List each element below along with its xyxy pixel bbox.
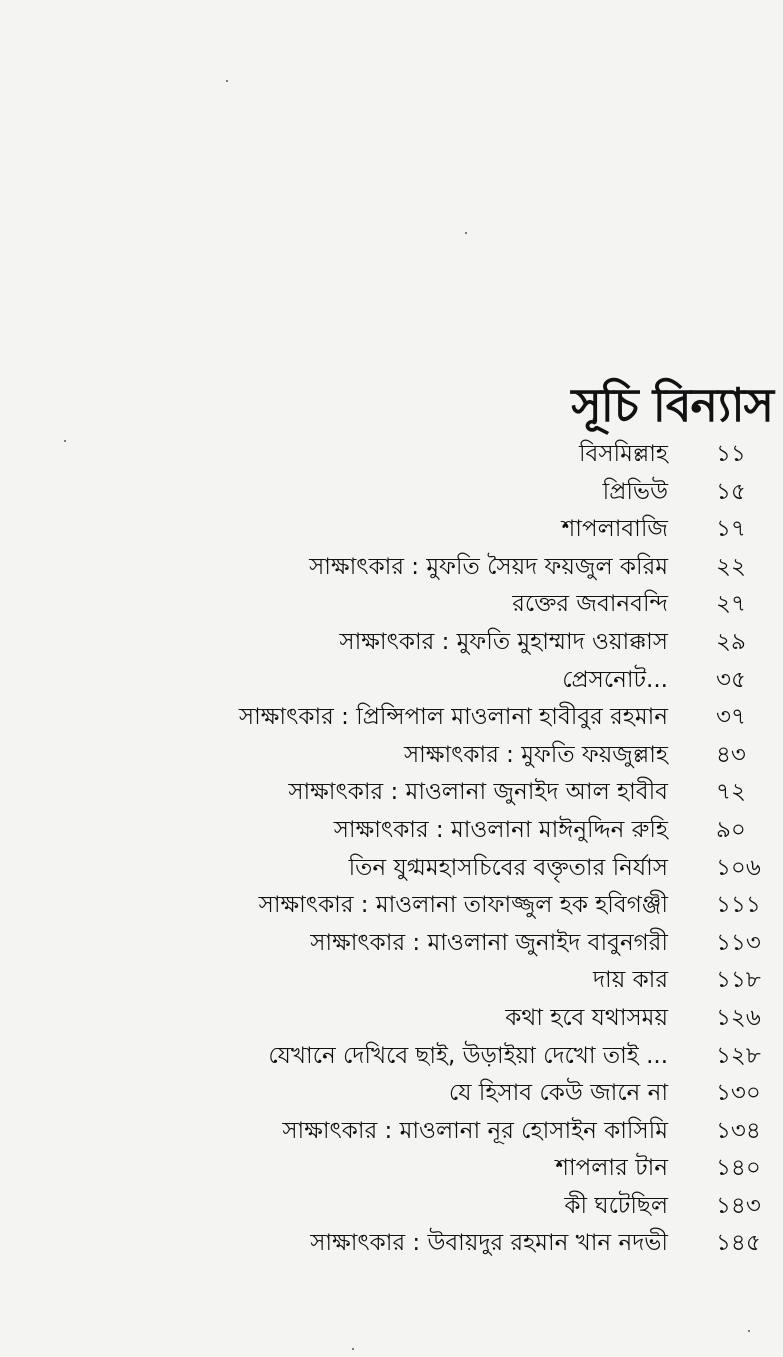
toc-entry-title: প্রেসনোট...	[562, 666, 668, 693]
toc-row	[0, 1113, 783, 1151]
toc-entry-page: ২৯	[716, 628, 746, 655]
toc-row	[0, 436, 783, 474]
toc-row	[0, 511, 783, 549]
toc-entry-page: ১০৬	[716, 854, 761, 881]
toc-entry-page: ২২	[716, 553, 746, 580]
toc-row	[0, 1225, 783, 1263]
paper-speck	[748, 1330, 750, 1332]
toc-entry-title: সাক্ষাৎকার : মাওলানা জুনাইদ বাবুনগরী	[310, 929, 668, 956]
toc-row	[0, 774, 783, 812]
toc-title: সূচি বিন্যাস	[571, 377, 773, 432]
toc-row	[0, 1150, 783, 1188]
toc-entry-title: কী ঘটেছিল	[564, 1192, 668, 1219]
toc-row	[0, 887, 783, 925]
toc-entry-title: সাক্ষাৎকার : মুফতি মুহাম্মাদ ওয়াক্কাস	[339, 628, 668, 655]
toc-entry-page: ১৪০	[716, 1155, 761, 1182]
toc-row	[0, 1075, 783, 1113]
toc-row	[0, 1188, 783, 1226]
toc-row	[0, 812, 783, 850]
toc-entry-title: সাক্ষাৎকার : উবায়দুর রহমান খান নদভী	[310, 1230, 668, 1257]
toc-entry-title: দায় কার	[592, 967, 668, 994]
toc-entry-title: যে হিসাব কেউ জানে না	[448, 1080, 668, 1107]
toc-entry-page: ৭২	[716, 779, 746, 806]
toc-entry-page: ১১৩	[716, 929, 761, 956]
toc-entry-page: ১২৮	[716, 1042, 761, 1069]
toc-entry-page: ১৩০	[716, 1080, 761, 1107]
toc-entry-page: ২৭	[716, 591, 746, 618]
toc-entry-title: সাক্ষাৎকার : মাওলানা নূর হোসাইন কাসিমি	[282, 1117, 668, 1144]
toc-entry-page: ১১	[716, 441, 746, 467]
paper-speck	[465, 232, 467, 234]
toc-row	[0, 1038, 783, 1076]
toc-entry-page: ৩৫	[716, 666, 746, 693]
toc-entry-title: সাক্ষাৎকার : প্রিন্সিপাল মাওলানা হাবীবুর রহমান	[238, 704, 668, 731]
toc-entry-page: ৪৩	[716, 741, 746, 768]
toc-entry-page: ১৪৫	[716, 1230, 761, 1257]
toc-entry-page: ১২৬	[716, 1004, 761, 1031]
toc-row	[0, 737, 783, 775]
toc-entry-title: সাক্ষাৎকার : মুফতি সৈয়দ ফয়জুল করিম	[309, 553, 668, 580]
toc-entry-title: প্রিভিউ	[602, 478, 668, 505]
toc-entry-page: ১৩৪	[716, 1117, 761, 1144]
paper-speck	[352, 1348, 354, 1350]
toc-row	[0, 699, 783, 737]
toc-entry-page: ৯০	[716, 816, 746, 843]
toc-row	[0, 962, 783, 1000]
toc-row	[0, 850, 783, 888]
toc-row	[0, 1000, 783, 1038]
toc-entry-title: সাক্ষাৎকার : মুফতি ফয়জুল্লাহ	[403, 741, 668, 768]
toc-entry-page: ১৪৩	[716, 1192, 761, 1219]
toc-entry-title: শাপলাবাজি	[561, 516, 668, 543]
toc-row	[0, 549, 783, 587]
toc-entry-page: ১১১	[716, 892, 761, 919]
toc-list	[0, 436, 783, 1263]
toc-entry-page: ১১৮	[716, 967, 761, 994]
toc-entry-title: বিসমিল্লাহ	[578, 441, 668, 467]
paper-speck	[226, 80, 228, 82]
toc-entry-title: রক্তের জবানবন্দি	[512, 591, 668, 618]
toc-entry-title: সাক্ষাৎকার : মাওলানা মাঈনুদ্দিন রুহি	[333, 816, 668, 843]
toc-row	[0, 586, 783, 624]
toc-entry-title: সাক্ষাৎকার : মাওলানা তাফাজ্জুল হক হবিগঞ্জী	[258, 892, 668, 919]
toc-row	[0, 624, 783, 662]
toc-entry-page: ১৫	[716, 478, 746, 505]
toc-row	[0, 474, 783, 512]
toc-row	[0, 662, 783, 700]
toc-row	[0, 925, 783, 963]
toc-entry-page: ৩৭	[716, 704, 746, 731]
toc-entry-title: কথা হবে যথাসময়	[505, 1004, 668, 1031]
toc-entry-title: যেখানে দেখিবে ছাই, উড়াইয়া দেখো তাই ...	[268, 1042, 668, 1069]
toc-entry-title: সাক্ষাৎকার : মাওলানা জুনাইদ আল হাবীব	[288, 779, 668, 806]
toc-entry-title: তিন যুগ্মমহাসচিবের বক্তৃতার নির্যাস	[348, 854, 668, 881]
toc-entry-page: ১৭	[716, 516, 746, 543]
toc-entry-title: শাপলার টান	[555, 1155, 668, 1182]
